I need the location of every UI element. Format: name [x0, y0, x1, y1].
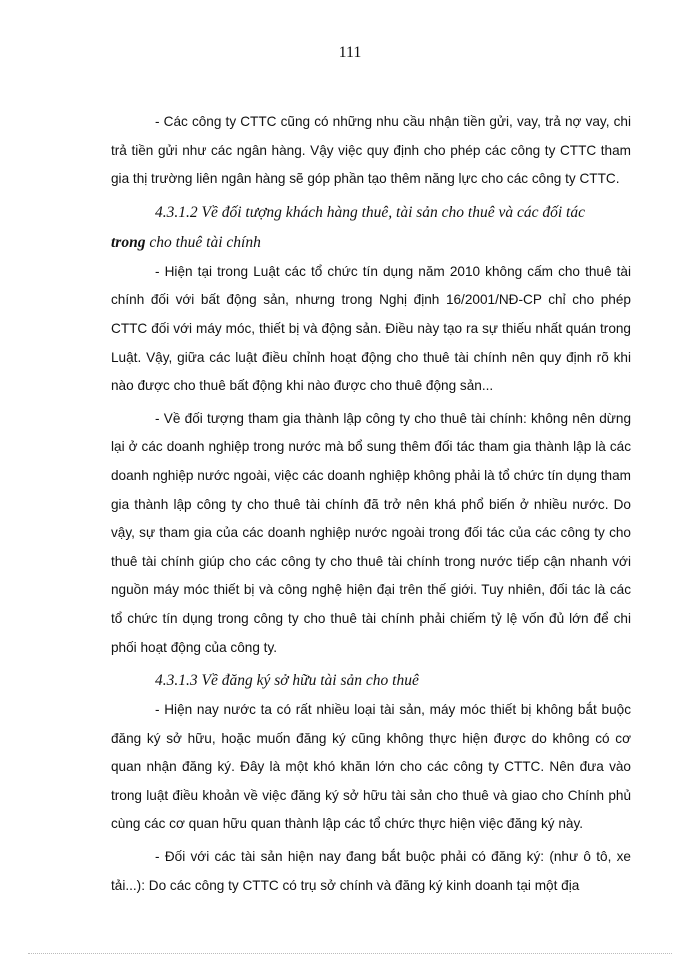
section-heading-4-3-1-3: 4.3.1.3 Về đăng ký sở hữu tài sản cho thuê: [155, 672, 419, 690]
page-number: 111: [338, 44, 362, 61]
section-heading-4-3-1-2-bold-word: trong: [111, 233, 146, 251]
document-body: [111, 108, 631, 900]
section-heading-4-3-1-2-main: 4.3.1.2 Về đối tượng khách hàng thuê, tài sản cho thuê và các đối tác: [155, 203, 585, 221]
page-bottom-divider: [28, 953, 672, 954]
paragraph-interbank-market: - Các công ty CTTC cũng có những nhu cầu nhận tiền gửi, vay, trả nợ vay, chi trả tiền gửi như các ngân hàng. Vậy việc quy định cho phép các công ty CTTC tham gia thị trường liên ngân hàng sẽ góp phần tạo thêm năng lực cho các công ty CTTC.: [111, 114, 631, 187]
paragraph-ownership-registration: - Hiện nay nước ta có rất nhiều loại tài sản, máy móc thiết bị không bắt buộc đăng ký sở hữu, hoặc muốn đăng ký cũng không thực hiện được do không có cơ quan nhận đăng ký. Đây là một khó khăn lớn cho các công ty CTTC. Nên đưa vào trong luật điều khoản về việc đăng ký sở hữu tài sản cho thuê và giao cho Chính phủ cùng các cơ quan hữu quan thành lập các tổ chức thực hiện việc đăng ký này.: [111, 702, 631, 832]
section-heading-4-3-1-2-rest: cho thuê tài chính: [145, 233, 261, 251]
paragraph-founding-partners: - Về đối tượng tham gia thành lập công ty cho thuê tài chính: không nên dừng lại ở các doanh nghiệp trong nước mà bổ sung thêm đối tác tham gia thành lập là các doanh nghiệp nước ngoài, việc các doanh nghiệp không phải là tổ chức tín dụng tham gia thành lập công ty cho thuê tài chính đã trở nên khá phổ biến ở nhiều nước. Do vậy, sự tham gia của các doanh nghiệp nước ngoài trong đối tác của các công ty cho thuê tài chính giúp cho các công ty cho thuê tài chính trong nước tiếp cận nhanh với nguồn máy móc thiết bị và công nghệ hiện đại trên thế giới. Tuy nhiên, đối tác là các tổ chức tín dụng trong công ty cho thuê tài chính phải chiếm tỷ lệ vốn đủ lớn để chi phối hoạt động của công ty.: [111, 410, 631, 655]
section-heading-4-3-1-2: [111, 198, 631, 258]
paragraph-real-estate-leasing: - Hiện tại trong Luật các tổ chức tín dụng năm 2010 không cấm cho thuê tài chính đối với bất động sản, nhưng trong Nghị định 16/2001/NĐ-CP chỉ cho phép CTTC đối với máy móc, thiết bị và động sản. Điều này tạo ra sự thiếu nhất quán trong Luật. Vậy, giữa các luật điều chỉnh hoạt động cho thuê tài chính nên quy định rõ khi nào được cho thuê bất động khi nào được cho thuê động sản...: [111, 263, 631, 394]
paragraph-registered-assets: - Đối với các tài sản hiện nay đang bắt buộc phải có đăng ký: (như ô tô, xe tải...): Do các công ty CTTC có trụ sở chính và đăng ký kinh doanh tại một địa: [111, 849, 631, 893]
